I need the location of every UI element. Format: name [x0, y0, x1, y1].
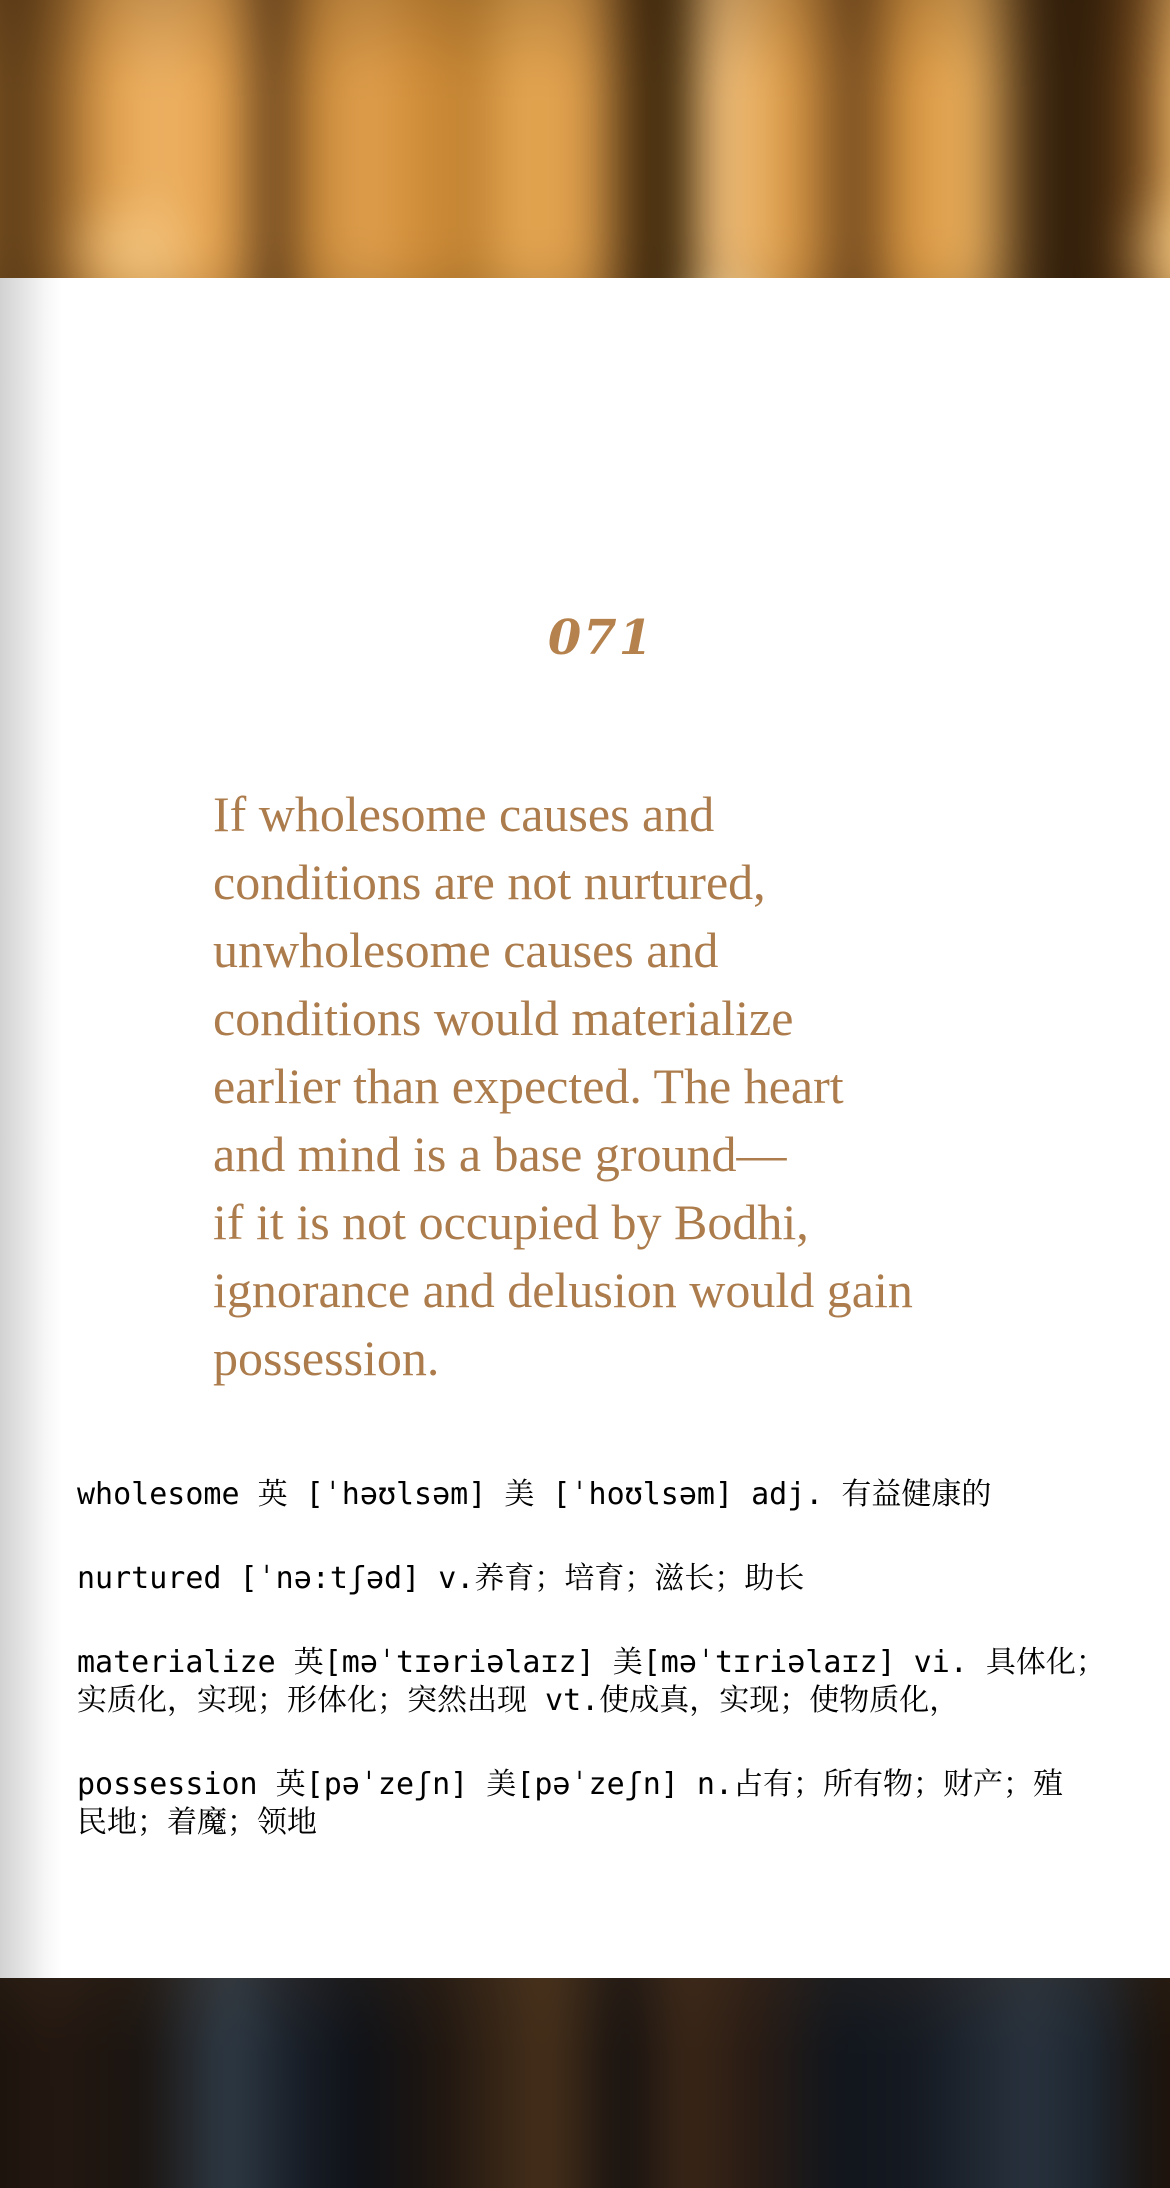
glossary-line: possession 英[pəˈzeʃn] 美[pəˈzeʃn] n.占有；所有物；财产；殖: [77, 1767, 1064, 1802]
glossary-entry-nurtured: [77, 1560, 1137, 1598]
glossary-entry-materialize: [77, 1644, 1137, 1720]
candlelight-bokeh-photo: [0, 0, 1170, 278]
glossary-line: nurtured [ˈnə:tʃəd] v.养育；培育；滋长；助长: [77, 1561, 805, 1596]
quote-line: If wholesome causes and: [213, 786, 715, 842]
dark-curtain-blur: [0, 1978, 1170, 2188]
glossary-line: materialize 英[məˈtɪəriəlaɪz] 美[məˈtɪriəlaɪz] vi. 具体化；: [77, 1645, 1106, 1680]
quote-line: ignorance and delusion would gain: [213, 1262, 913, 1318]
entry-number: 071: [547, 610, 655, 666]
quote-block: [213, 780, 1013, 1392]
reader-page: [0, 278, 1170, 1978]
glossary-entry-wholesome: [77, 1476, 1137, 1514]
quote-line: if it is not occupied by Bodhi,: [213, 1194, 809, 1250]
quote-line: and mind is a base ground—: [213, 1126, 787, 1182]
glossary-line: wholesome 英 [ˈhəʊlsəm] 美 [ˈhoʊlsəm] adj. 有益健康的: [77, 1477, 992, 1512]
glossary: [77, 1476, 1137, 1842]
candlelight-bokeh-blur: [0, 0, 1170, 278]
quote-line: unwholesome causes and: [213, 922, 719, 978]
page-left-curl-shadow: [0, 278, 62, 1978]
quote-line: conditions would materialize: [213, 990, 794, 1046]
glossary-line: 民地；着魔；领地: [77, 1805, 317, 1840]
dark-curtain-photo: [0, 1978, 1170, 2188]
glossary-line: 实质化，实现；形体化；突然出现 vt.使成真，实现；使物质化，: [77, 1683, 960, 1718]
quote-line: earlier than expected. The heart: [213, 1058, 844, 1114]
quote-line: conditions are not nurtured,: [213, 854, 766, 910]
glossary-entry-possession: [77, 1766, 1137, 1842]
quote-line: possession.: [213, 1330, 440, 1386]
